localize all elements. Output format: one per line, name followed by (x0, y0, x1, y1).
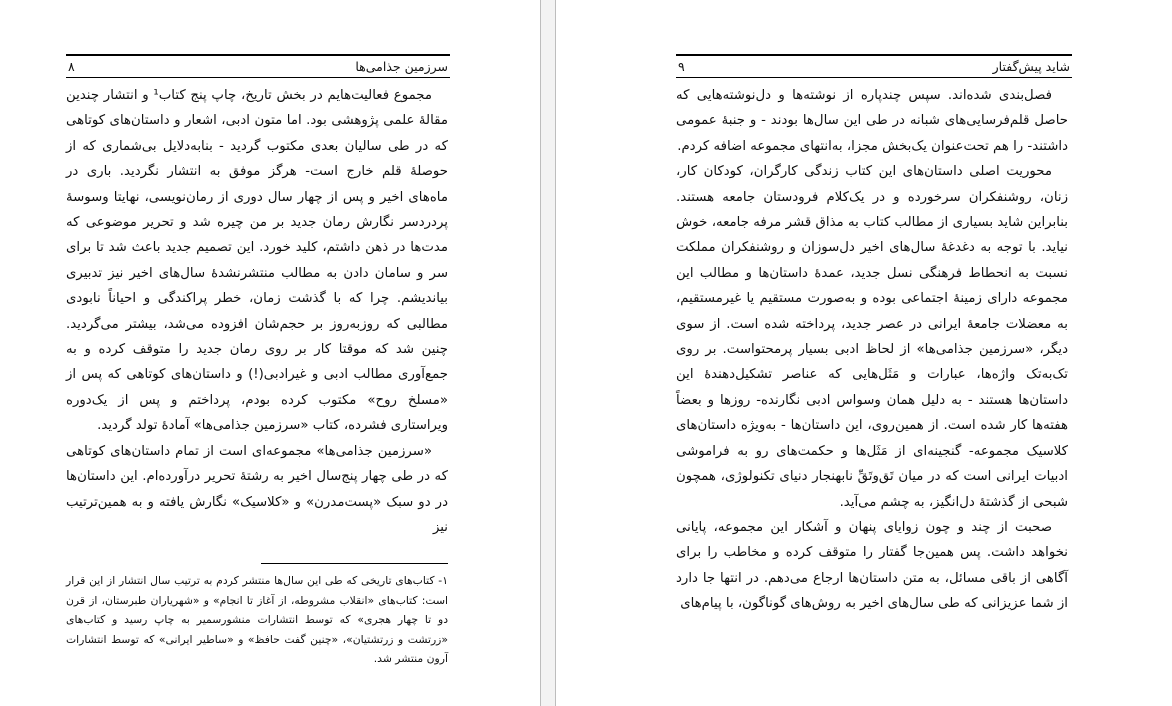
running-header (66, 54, 450, 78)
paragraph: محوریت اصلی داستان‌های این کتاب زندگی کارگران، کودکان کار، زنان، روشنفکران سرخورده و در یک‌کلام فرودستان جامعه هستند. بنابراین شاید بسیاری از مطالب کتاب به مذاق قشر مرفه جامعه، خوش نیاید. با توجه به دغدغهٔ سال‌های اخیر دل‌سوزان و روشنفکران مملکت نسبت به انحطاط فرهنگی نسل جدید، عمدهٔ داستان‌ها و مطالب این مجموعه دارای زمینهٔ اجتماعی بوده و به‌صورت مستقیم یا غیرمستقیم، به معضلات جامعهٔ ایرانی در عصر جدید، پرداخته شده است. از سوی دیگر، «سرزمین جذامی‌ها» از لحاظ ادبی بسیار پرمحتواست. بر روی تک‌به‌تک واژه‌ها، عبارات و مَثَل‌هایی که عناصر تشکیل‌دهندهٔ این داستان‌ها هستند - به دلیل همان وسواس ادبی نگارنده- روزها و بعضاً هفته‌ها کار شده است. از همین‌روی، این داستان‌ها - به‌ویژه داستان‌های کلاسیک مجموعه- گنجینه‌ای از مَثَل‌ها و حکمت‌های رو به فراموشی ادبیات ایرانی است که در میان تَق‌وتَقِّ نابهنجار دنیای تکنولوژی، همچون شبحی از گذشتهٔ دل‌انگیز، به چشم می‌آید. (676, 164, 1068, 510)
gutter-edge (540, 0, 541, 706)
page-gutter (540, 0, 556, 706)
footnote (66, 571, 448, 669)
left-page (0, 0, 540, 706)
paragraph: فصل‌بندی شده‌اند. سپس چندپاره از نوشته‌ها و دل‌نوشته‌هایی که حاصل قلم‌فرسایی‌های شبانه در طی این سال‌ها بودند - و جنبهٔ عمومی داشتند- را هم تحت‌عنوان یک‌بخش مجزا، به‌انتهای مجموعه اضافه کردم. (676, 88, 1068, 154)
running-header-title: سرزمین جذامی‌ها (355, 59, 448, 74)
body-text (66, 83, 448, 540)
running-header-title: شاید پیش‌گفتار (992, 59, 1070, 74)
right-page (556, 0, 1172, 706)
footnote-text: ۱- کتاب‌های تاریخی که طی این سال‌ها منتشر کردم به ترتیب سال انتشار از این قرار است: کتاب‌های «انقلاب مشروطه، از آغاز تا انجام» و «شهریاران طبرستان، از قرن دو تا چهار هجری» که توسط انتشارات منشورسمیر به چاپ رسید و کتاب‌های «زرتشت و زرتشتیان»، «چنین گفت حافظ» و «ساطیر ایرانی» که توسط انتشارات آرون منتشر شد. (66, 574, 448, 665)
footnote-separator (261, 563, 448, 564)
paragraph: صحبت از چند و چون زوایای پنهان و آشکار این مجموعه، پایانی نخواهد داشت. پس همین‌جا گفتار را متوقف کرده و مخاطب را برای آگاهی از باقی مسائل، به متن داستان‌ها ارجاع می‌دهم. در انتها جا دارد از شما عزیزانی که طی سال‌های اخیر به روش‌های گوناگون، با پیام‌های (676, 519, 1068, 612)
page-number: ۸ (68, 59, 75, 74)
page-number: ۹ (678, 59, 685, 74)
running-header (676, 54, 1072, 78)
body-text (676, 83, 1068, 617)
paragraph: «سرزمین جذامی‌ها» مجموعه‌ای است از تمام داستان‌های کوتاهی که در طی چهار پنج‌سال اخیر به رشتهٔ تحریر درآورده‌ام. این داستان‌ها در دو سبک «پست‌مدرن» و «کلاسیک» نگارش یافته و به همین‌ترتیب نیز (66, 443, 448, 535)
paragraph: مجموع فعالیت‌هایم در بخش تاریخ، چاپ پنج کتاب¹ و انتشار چندین مقالهٔ علمی پژوهشی بود. اما متون ادبی، اشعار و داستان‌های کوتاهی که در طی سالیان بعدی مکتوب گردید - بنابه‌دلایل بی‌شماری که از حوصلهٔ قلم خارج است- هرگز موفق به انتشار نگردید. باری در ماه‌های اخیر و پس از چهار سال دوری از رمان‌نویسی، نهایتا وسوسهٔ پردردسر نگارش رمان جدید بر من چیره شد و تحریر موضوعی که مدت‌ها در ذهن داشتم، کلید خورد. این تصمیم جدید باعث شد تا برای سر و سامان دادن به مطالب منتشرنشدهٔ سال‌های اخیر نیز تدبیری بیاندیشم. چرا که با گذشت زمان، خطر پراکندگی و احیاناً نابودی مطالبی که روزبه‌روز بر حجم‌شان افزوده می‌شد، بیشتر می‌گردید. چنین شد که موقتا کار بر روی رمان جدید را متوقف کرده و به جمع‌آوری مطالب ادبی و غیرادبی(!) و داستان‌های کوتاهی که پس از «مسلخ روح» مکتوب کرده بودم، پرداختم و پس از یک‌دوره ویراستاری فشرده، کتاب «سرزمین جذامی‌ها» آمادهٔ تولد گردید. (66, 88, 448, 434)
